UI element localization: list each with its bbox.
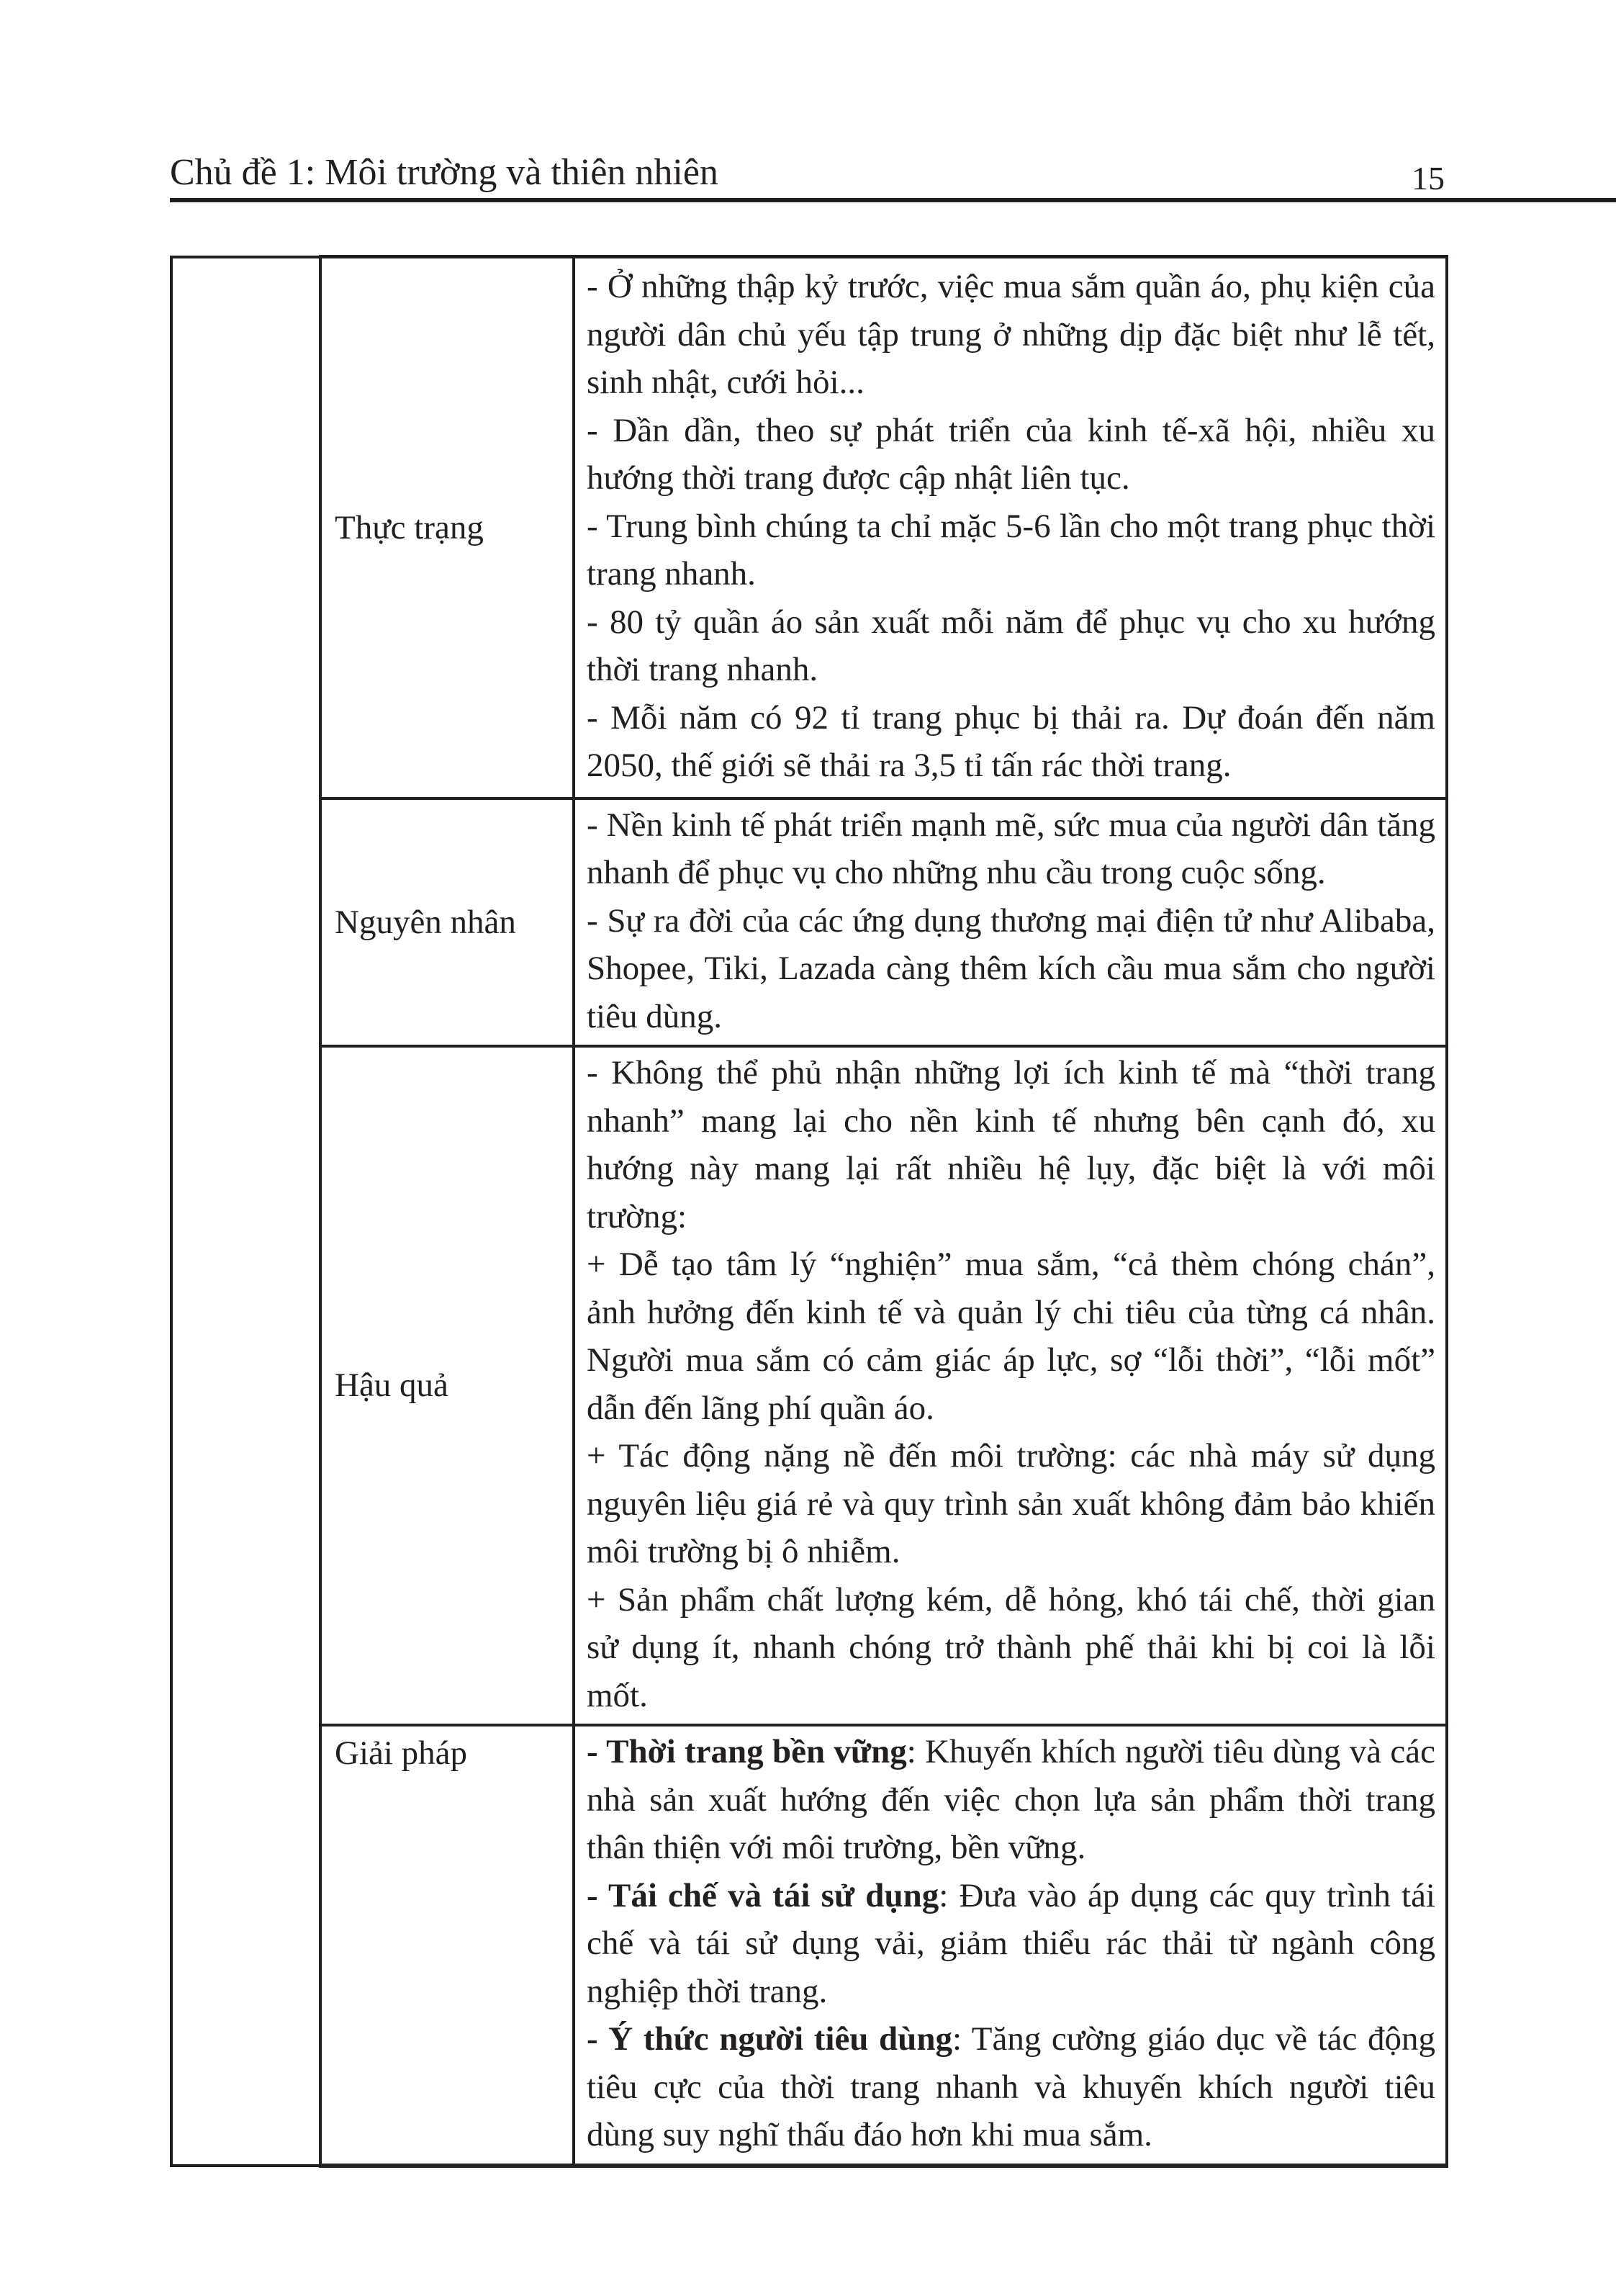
content-paragraph [587, 694, 1435, 790]
paragraph-heading: - Ý thức người tiêu dùng [587, 2020, 952, 2058]
paragraph-text: - 80 tỷ quần áo sản xuất mỗi năm để phục vụ cho xu hướng thời trang nhanh. [587, 603, 1435, 688]
row-label: Nguyên nhân [320, 798, 574, 1047]
row-label: Hậu quả [320, 1046, 574, 1725]
paragraph-text: + Tác động nặng nề đến môi trường: các nhà máy sử dụng nguyên liệu giá rẻ và quy trình sản xuất không đảm bảo khiến môi trường bị ô nhiễm. [587, 1437, 1435, 1570]
row-content [574, 257, 1447, 798]
paragraph-heading: - Thời trang bền vững [587, 1733, 907, 1770]
row-content [574, 1725, 1447, 2166]
content-paragraph [587, 2015, 1435, 2159]
table-row-hau-qua [171, 1046, 1447, 1725]
paragraph-heading: - Tái chế và tái sử dụng [587, 1876, 939, 1914]
page-header [170, 148, 1616, 198]
paragraph-text: : Đưa vào áp dụng các quy trình tái chế và tái sử dụng vải, giảm thiểu rác thải từ ngành công nghiệp thời trang. [587, 1876, 1435, 2010]
content-paragraph [587, 407, 1435, 503]
content-paragraph [587, 1049, 1435, 1241]
paragraph-text: : Khuyến khích người tiêu dùng và các nhà sản xuất hướng đến việc chọn lựa sản phẩm thời trang thân thiện với môi trường, bền vững. [587, 1733, 1435, 1866]
paragraph-text: + Dễ tạo tâm lý “nghiện” mua sắm, “cả thèm chóng chán”, ảnh hưởng đến kinh tế và quản lý chi tiêu của từng cá nhân. Người mua sắm có cảm giác áp lực, sợ “lỗi thời”, “lỗi mốt” dẫn đến lãng phí quần áo. [587, 1246, 1435, 1427]
paragraph-text: + Sản phẩm chất lượng kém, dễ hỏng, khó tái chế, thời gian sử dụng ít, nhanh chóng trở thành phế thải khi bị coi là lỗi mốt. [587, 1580, 1435, 1714]
content-paragraph [587, 503, 1435, 598]
content-paragraph [587, 598, 1435, 694]
paragraph-text: - Mỗi năm có 92 tỉ trang phục bị thải ra. Dự đoán đến năm 2050, thế giới sẽ thải ra 3,5 tỉ tấn rác thời trang. [587, 698, 1435, 784]
content-paragraph [587, 263, 1435, 407]
row-content [574, 798, 1447, 1047]
content-paragraph [587, 801, 1435, 897]
content-table [170, 255, 1448, 2168]
table-row-thuc-trang [171, 257, 1447, 798]
content-paragraph [587, 1576, 1435, 1720]
page-number: 15 [1412, 160, 1445, 197]
chapter-title: Chủ đề 1: Môi trường và thiên nhiên [170, 152, 718, 193]
paragraph-text: - Trung bình chúng ta chỉ mặc 5-6 lần cho một trang phục thời trang nhanh. [587, 507, 1435, 593]
paragraph-text: - Dần dần, theo sự phát triển của kinh tế-xã hội, nhiều xu hướng thời trang được cập nhật liên tục. [587, 411, 1435, 497]
paragraph-text: - Nền kinh tế phát triển mạnh mẽ, sức mua của người dân tăng nhanh để phục vụ cho những nhu cầu trong cuộc sống. [587, 806, 1435, 891]
content-paragraph [587, 1241, 1435, 1432]
header-rule [170, 198, 1616, 202]
table-row-giai-phap [171, 1725, 1447, 2166]
content-paragraph [587, 1728, 1435, 1872]
row-label: Thực trạng [320, 257, 574, 798]
row-label: Giải pháp [320, 1725, 574, 2166]
content-paragraph [587, 1872, 1435, 2016]
row-content [574, 1046, 1447, 1725]
paragraph-text: - Không thể phủ nhận những lợi ích kinh tế mà “thời trang nhanh” mang lại cho nền kinh tế nhưng bên cạnh đó, xu hướng này mang lại rất nhiều hệ lụy, đặc biệt là với môi trường: [587, 1054, 1435, 1235]
paragraph-text: : Tăng cường giáo dục về tác động tiêu cực của thời trang nhanh và khuyến khích người tiêu dùng suy nghĩ thấu đáo hơn khi mua sắm. [587, 2020, 1435, 2153]
content-paragraph [587, 1432, 1435, 1576]
table-row-nguyen-nhan [171, 798, 1447, 1047]
content-paragraph [587, 897, 1435, 1041]
paragraph-text: - Sự ra đời của các ứng dụng thương mại điện tử như Alibaba, Shopee, Tiki, Lazada càng thêm kích cầu mua sắm cho người tiêu dùng. [587, 901, 1435, 1035]
paragraph-text: - Ở những thập kỷ trước, việc mua sắm quần áo, phụ kiện của người dân chủ yếu tập trung ở những dịp đặc biệt như lễ tết, sinh nhật, cưới hỏi... [587, 268, 1435, 401]
empty-topic-cell [171, 257, 320, 2166]
